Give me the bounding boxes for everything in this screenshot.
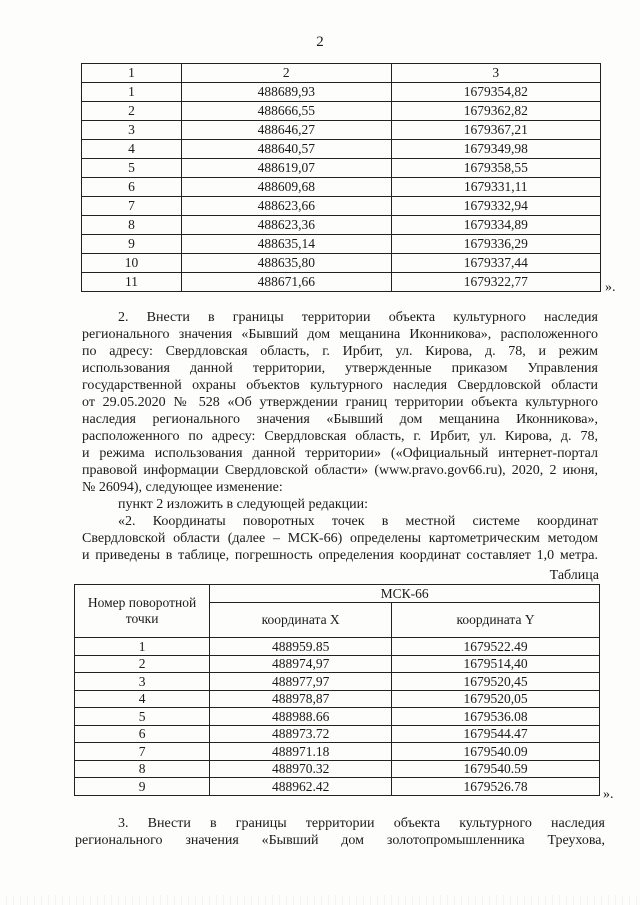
point-number-cell: 9 [82,235,182,254]
x-coordinate-cell: 488623,36 [182,216,391,235]
y-coordinate-cell: 1679336,29 [391,235,601,254]
table-row [75,725,600,743]
y-coordinate-cell: 1679331,11 [391,178,601,197]
table-row [82,178,601,197]
point-number-cell: 8 [82,216,182,235]
y-coordinate-cell: 1679332,94 [391,197,601,216]
x-coordinate-cell: 488988.66 [210,708,392,726]
x-coordinate-cell: 488609,68 [182,178,391,197]
table-row [82,197,601,216]
x-coordinate-cell: 488978,87 [210,690,392,708]
point-number-cell: 6 [82,178,182,197]
point-number-cell: 7 [82,197,182,216]
paragraph-line: государственной охраны объектов культурного наследия Свердловской области [82,378,598,393]
table2-body [75,638,600,796]
paragraph-line: № 26094), следующее изменение: [82,480,283,495]
x-coordinate-cell: 488635,80 [182,254,391,273]
y-coordinate-cell: 1679514,40 [392,655,600,673]
point-number-cell: 6 [75,725,210,743]
y-coordinate-cell: 1679334,89 [391,216,601,235]
point-number-cell: 1 [82,83,182,102]
paragraph-line: регионального значения «Бывший дом золотопромышленника Треухова, [75,833,605,848]
table1-closing-quote: ». [605,280,616,295]
table-row [82,216,601,235]
y-coordinate-cell: 1679349,98 [391,140,601,159]
y-coordinate-cell: 1679540.59 [392,760,600,778]
point-number-cell: 5 [75,708,210,726]
y-coordinate-cell: 1679322,77 [391,273,601,292]
table-row [75,673,600,691]
table-row [75,778,600,796]
scan-edge [0,895,640,905]
y-coordinate-cell: 1679540.09 [392,743,600,761]
quote-line: «2. Координаты поворотных точек в местной системе координат [118,514,598,529]
table1-body [82,83,601,292]
table-row [75,690,600,708]
paragraph-line: расположенного по адресу: Свердловская область, г. Ирбит, ул. Кирова, д. 78, [82,429,598,444]
table2-y-header: координата Y [392,603,600,638]
paragraph-line: 3. Внести в границы территории объекта культурного наследия [118,816,605,831]
point-number-cell: 4 [75,690,210,708]
y-coordinate-cell: 1679358,55 [391,159,601,178]
table1-header-cell: 1 [82,64,182,83]
x-coordinate-cell: 488671,66 [182,273,391,292]
x-coordinate-cell: 488689,93 [182,83,391,102]
paragraph-sub-line: пункт 2 изложить в следующей редакции: [118,497,368,512]
coordinates-table-1 [81,63,601,292]
point-number-cell: 1 [75,638,210,656]
table-row [82,273,601,292]
quote-line: Свердловской области (далее – МСК-66) определены картометрическим методом [82,531,598,546]
paragraph-line: регионального значения «Бывший дом мещанина Иконникова», расположенного [82,327,598,342]
y-coordinate-cell: 1679520,45 [392,673,600,691]
paragraph-3 [75,815,605,849]
table-row [82,102,601,121]
quote-line: и приведены в таблице, погрешность определения координат составляет 1,0 метра. [82,548,598,563]
table-row [75,743,600,761]
table2-x-header: координата X [210,603,392,638]
point-number-cell: 4 [82,140,182,159]
point-number-cell: 7 [75,743,210,761]
point-number-cell: 11 [82,273,182,292]
table1-header-cell: 2 [182,64,391,83]
table-row [82,140,601,159]
point-number-cell: 2 [82,102,182,121]
x-coordinate-cell: 488623,66 [182,197,391,216]
x-coordinate-cell: 488971.18 [210,743,392,761]
paragraph-2 [82,309,598,564]
y-coordinate-cell: 1679520,05 [392,690,600,708]
table-row [75,638,600,656]
table-row [75,708,600,726]
x-coordinate-cell: 488959.85 [210,638,392,656]
table-row [82,121,601,140]
table-row [75,655,600,673]
table2-msk-header: МСК-66 [210,585,600,603]
table2-point-number-header: Номер поворотной точки [75,585,210,638]
table2-closing-quote: ». [603,787,614,802]
y-coordinate-cell: 1679362,82 [391,102,601,121]
point-number-cell: 9 [75,778,210,796]
paragraph-line: использования данной территории, утвержденные приказом Управления [82,361,598,376]
point-number-cell: 10 [82,254,182,273]
point-number-cell: 3 [82,121,182,140]
x-coordinate-cell: 488970.32 [210,760,392,778]
point-number-cell: 2 [75,655,210,673]
y-coordinate-cell: 1679367,21 [391,121,601,140]
table-row [82,159,601,178]
x-coordinate-cell: 488977,97 [210,673,392,691]
x-coordinate-cell: 488974,97 [210,655,392,673]
paragraph-line: наследия регионального значения «Бывший дом мещанина Иконникова», [82,412,598,427]
point-number-cell: 8 [75,760,210,778]
paragraph-line: от 29.05.2020 № 528 «Об утверждении границ территории объекта культурного [82,395,598,410]
table1-header-cell: 3 [391,64,601,83]
coordinates-table-2 [74,584,600,796]
x-coordinate-cell: 488635,14 [182,235,391,254]
page-number: 2 [316,34,324,50]
paragraph-line: по адресу: Свердловская область, г. Ирбит, ул. Кирова, д. 78, и режим [82,344,598,359]
table-row [75,760,600,778]
paragraph-line: и режима использования данной территории» («Официальный интернет-портал [82,446,598,461]
point-number-cell: 3 [75,673,210,691]
y-coordinate-cell: 1679337,44 [391,254,601,273]
x-coordinate-cell: 488619,07 [182,159,391,178]
point-number-cell: 5 [82,159,182,178]
x-coordinate-cell: 488640,57 [182,140,391,159]
x-coordinate-cell: 488646,27 [182,121,391,140]
table-row [82,83,601,102]
table-row [82,254,601,273]
table-caption: Таблица [549,568,599,583]
table-row [82,235,601,254]
y-coordinate-cell: 1679526.78 [392,778,600,796]
x-coordinate-cell: 488973.72 [210,725,392,743]
y-coordinate-cell: 1679536.08 [392,708,600,726]
y-coordinate-cell: 1679522.49 [392,638,600,656]
x-coordinate-cell: 488666,55 [182,102,391,121]
paragraph-line: правовой информации Свердловской области» (www.pravo.gov66.ru), 2020, 2 июня, [82,463,598,478]
y-coordinate-cell: 1679544.47 [392,725,600,743]
y-coordinate-cell: 1679354,82 [391,83,601,102]
paragraph-line: 2. Внести в границы территории объекта культурного наследия [118,310,598,325]
x-coordinate-cell: 488962.42 [210,778,392,796]
